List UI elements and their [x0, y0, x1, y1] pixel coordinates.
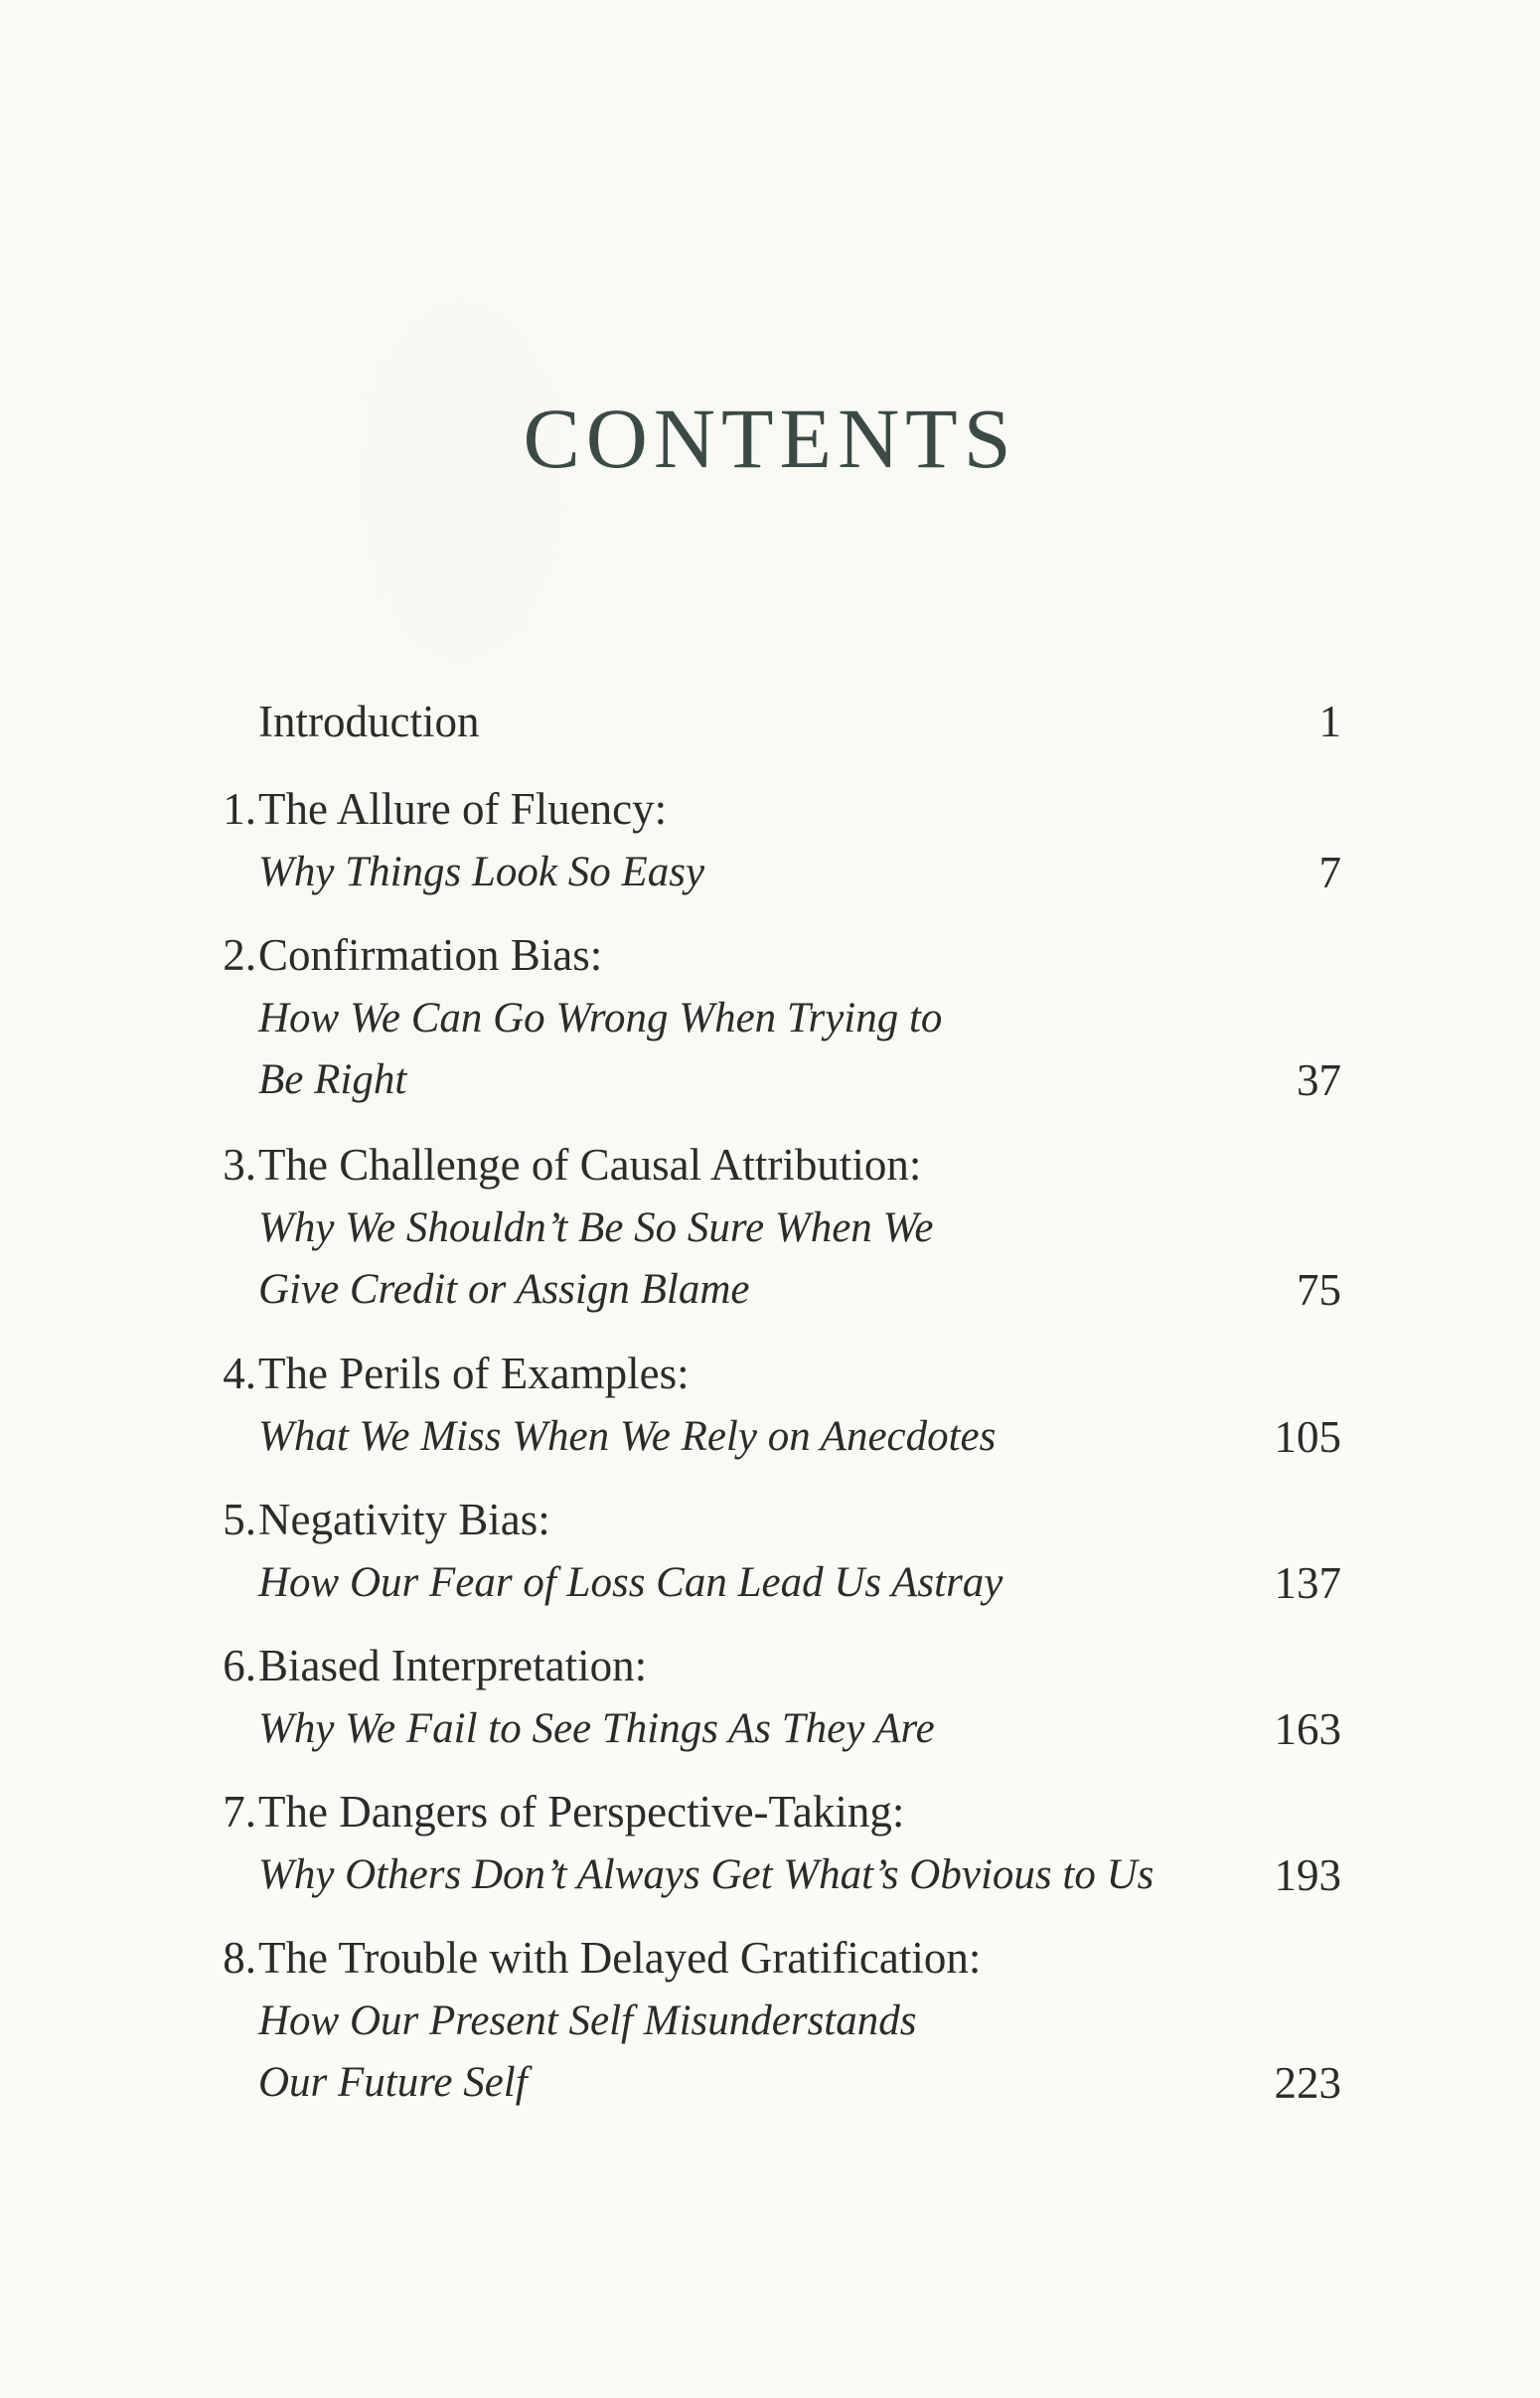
toc-entry-chapter-6[interactable] — [199, 1640, 1341, 1769]
toc-page-number: 1 — [1318, 697, 1341, 746]
toc-heading: Confirmation Bias: — [258, 930, 603, 980]
toc-page-number: 193 — [1274, 1850, 1341, 1900]
toc-subtitle: Our Future Self — [258, 2059, 528, 2106]
toc-subtitle: Why Others Don’t Always Get What’s Obvious to Us — [258, 1851, 1155, 1898]
toc-heading: Negativity Bias: — [258, 1495, 550, 1544]
toc-chapter-number: 5. — [223, 1495, 256, 1544]
toc-subtitle: Why We Shouldn’t Be So Sure When We — [258, 1204, 934, 1251]
toc-chapter-number: 1. — [223, 784, 256, 834]
toc-entry-chapter-1[interactable] — [199, 783, 1341, 912]
toc-heading: The Perils of Examples: — [258, 1349, 690, 1398]
toc-page-number: 75 — [1297, 1265, 1341, 1315]
toc-chapter-number: 3. — [223, 1140, 256, 1190]
toc-entry-chapter-3[interactable] — [199, 1139, 1341, 1338]
toc-entry-chapter-5[interactable] — [199, 1494, 1341, 1623]
toc-page-number: 37 — [1297, 1055, 1341, 1105]
toc-page-number: 137 — [1274, 1558, 1341, 1608]
toc-chapter-number: 8. — [223, 1933, 256, 1983]
toc-subtitle: Why We Fail to See Things As They Are — [258, 1705, 935, 1752]
toc-heading: The Trouble with Delayed Gratification: — [258, 1933, 982, 1983]
toc-chapter-number: 4. — [223, 1349, 256, 1398]
toc-subtitle: What We Miss When We Rely on Anecdotes — [258, 1413, 997, 1460]
toc-subtitle: Give Credit or Assign Blame — [258, 1266, 750, 1313]
toc-subtitle: How Our Present Self Misunderstands — [258, 1998, 917, 2044]
toc-entry-introduction[interactable] — [199, 696, 1341, 755]
toc-entry-chapter-8[interactable] — [199, 1932, 1341, 2131]
toc-entry-chapter-4[interactable] — [199, 1348, 1341, 1477]
toc-heading: The Allure of Fluency: — [258, 784, 668, 834]
toc-chapter-number: 7. — [223, 1787, 256, 1837]
page-title: CONTENTS — [523, 391, 1017, 486]
toc-heading: The Challenge of Causal Attribution: — [258, 1140, 922, 1190]
toc-subtitle: How We Can Go Wrong When Trying to — [258, 995, 943, 1041]
toc-subtitle: How Our Fear of Loss Can Lead Us Astray — [258, 1559, 1003, 1606]
toc-page-number: 105 — [1274, 1412, 1341, 1462]
toc-entry-chapter-2[interactable] — [199, 929, 1341, 1128]
toc-page-number: 223 — [1274, 2058, 1341, 2108]
toc-heading: Biased Interpretation: — [258, 1641, 648, 1690]
toc-subtitle: Be Right — [258, 1056, 407, 1103]
toc-heading: The Dangers of Perspective-Taking: — [258, 1787, 905, 1837]
toc-page-number: 7 — [1318, 848, 1341, 897]
toc-page-number: 163 — [1274, 1704, 1341, 1754]
toc-chapter-number: 2. — [223, 930, 256, 980]
toc-subtitle: Why Things Look So Easy — [258, 849, 705, 895]
toc-chapter-number: 6. — [223, 1641, 256, 1690]
toc-entry-chapter-7[interactable] — [199, 1786, 1341, 1915]
toc-heading: Introduction — [258, 697, 480, 746]
